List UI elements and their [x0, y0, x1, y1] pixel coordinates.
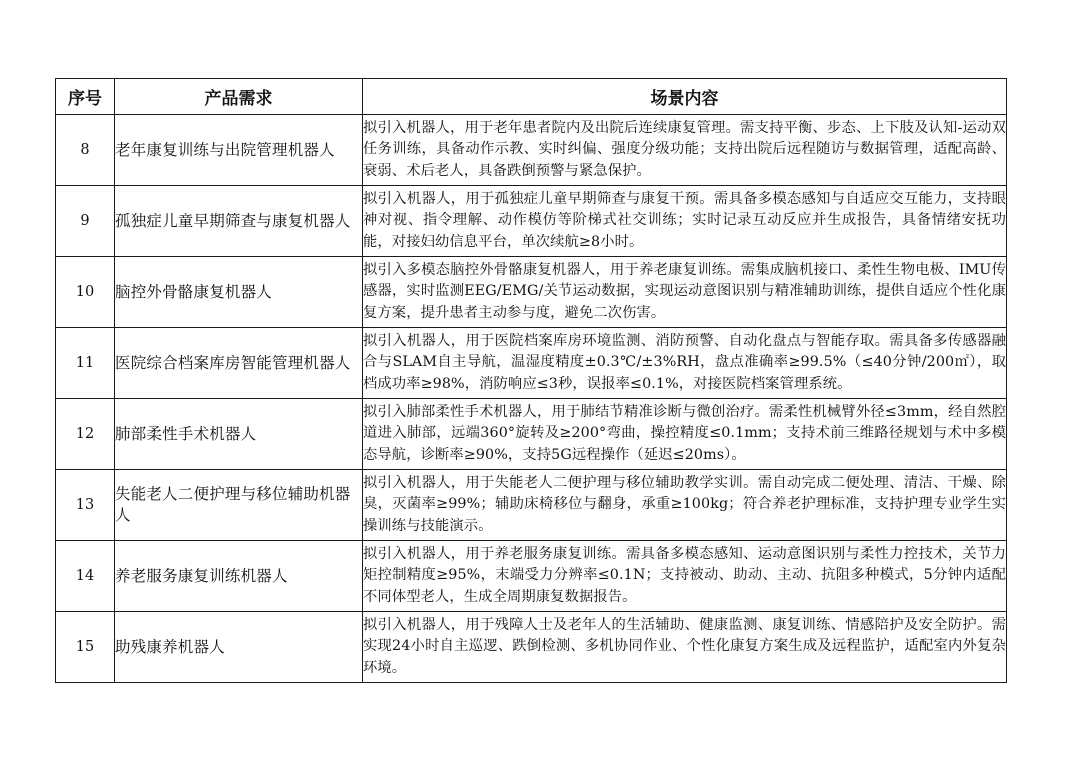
table-row: [56, 328, 1007, 399]
row-number: 11: [56, 328, 115, 399]
row-number: 13: [56, 470, 115, 541]
table-row: [56, 115, 1007, 186]
scenario-text: 拟引入机器人，用于养老服务康复训练。需具备多模态感知、运动意图识别与柔性力控技术，关节力矩控制精度≥95%，末端受力分辨率≤0.1N；支持被动、助动、主动、抗阻多种模式，5分钟内适配不同体型老人，生成全周期康复数据报告。: [363, 541, 1007, 612]
scenario-text: 拟引入机器人，用于医院档案库房环境监测、消防预警、自动化盘点与智能存取。需具备多传感器融合与SLAM自主导航，温湿度精度±0.3℃/±3%RH，盘点准确率≥99.5%（≤40分钟/200㎡），取档成功率≥98%，消防响应≤3秒，误报率≤0.1%，对接医院档案管理系统。: [363, 328, 1007, 399]
table-row: [56, 399, 1007, 470]
product-name: 脑控外骨骼康复机器人: [115, 257, 363, 328]
table-header-row: [56, 79, 1007, 115]
product-name: 养老服务康复训练机器人: [115, 541, 363, 612]
product-name: 孤独症儿童早期筛查与康复机器人: [115, 186, 363, 257]
product-name: 老年康复训练与出院管理机器人: [115, 115, 363, 186]
table-row: [56, 541, 1007, 612]
header-no: 序号: [56, 79, 115, 115]
product-name: 医院综合档案库房智能管理机器人: [115, 328, 363, 399]
table-row: [56, 186, 1007, 257]
scenario-text: 拟引入机器人，用于孤独症儿童早期筛查与康复干预。需具备多模态感知与自适应交互能力，支持眼神对视、指令理解、动作模仿等阶梯式社交训练；实时记录互动反应并生成报告，具备情绪安抚功能，对接妇幼信息平台，单次续航≥8小时。: [363, 186, 1007, 257]
row-number: 15: [56, 612, 115, 683]
row-number: 8: [56, 115, 115, 186]
scenario-text: 拟引入机器人，用于老年患者院内及出院后连续康复管理。需支持平衡、步态、上下肢及认知-运动双任务训练，具备动作示教、实时纠偏、强度分级功能；支持出院后远程随访与数据管理，适配高龄、衰弱、术后老人，具备跌倒预警与紧急保护。: [363, 115, 1007, 186]
product-name: 助残康养机器人: [115, 612, 363, 683]
row-number: 14: [56, 541, 115, 612]
table-row: [56, 612, 1007, 683]
table-row: [56, 470, 1007, 541]
scenario-text: 拟引入肺部柔性手术机器人，用于肺结节精准诊断与微创治疗。需柔性机械臂外径≤3mm，经自然腔道进入肺部，远端360°旋转及≥200°弯曲，操控精度≤0.1mm；支持术前三维路径规划与术中多模态导航，诊断率≥90%，支持5G远程操作（延迟≤20ms）。: [363, 399, 1007, 470]
header-scenario-content: 场景内容: [363, 79, 1007, 115]
header-product-requirement: 产品需求: [115, 79, 363, 115]
scenario-text: 拟引入多模态脑控外骨骼康复机器人，用于养老康复训练。需集成脑机接口、柔性生物电极、IMU传感器，实时监测EEG/EMG/关节运动数据，实现运动意图识别与精准辅助训练，提供自适应个性化康复方案，提升患者主动参与度，避免二次伤害。: [363, 257, 1007, 328]
row-number: 9: [56, 186, 115, 257]
scenario-text: 拟引入机器人，用于失能老人二便护理与移位辅助教学实训。需自动完成二便处理、清洁、干燥、除臭，灭菌率≥99%；辅助床椅移位与翻身，承重≥100kg；符合养老护理标准，支持护理专业学生实操训练与技能演示。: [363, 470, 1007, 541]
row-number: 12: [56, 399, 115, 470]
table-row: [56, 257, 1007, 328]
requirements-table: [55, 78, 1007, 683]
row-number: 10: [56, 257, 115, 328]
scenario-text: 拟引入机器人，用于残障人士及老年人的生活辅助、健康监测、康复训练、情感陪护及安全防护。需实现24小时自主巡逻、跌倒检测、多机协同作业、个性化康复方案生成及远程监护，适配室内外复杂环境。: [363, 612, 1007, 683]
requirements-sheet: [55, 78, 1006, 683]
product-name: 失能老人二便护理与移位辅助机器人: [115, 470, 363, 541]
product-name: 肺部柔性手术机器人: [115, 399, 363, 470]
